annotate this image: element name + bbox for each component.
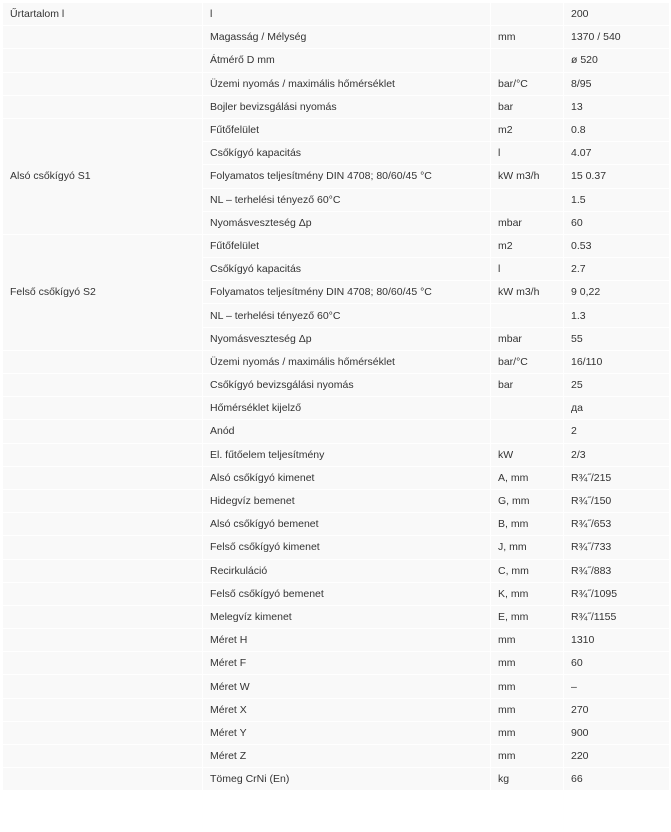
unit-cell: E, mm bbox=[491, 605, 564, 628]
value-cell: 15 0.37 bbox=[564, 165, 670, 188]
table-row bbox=[3, 3, 670, 26]
unit-cell: mm bbox=[491, 629, 564, 652]
group-cell bbox=[3, 397, 203, 420]
group-label: Űrtartalom l bbox=[3, 3, 203, 26]
param-cell: Méret H bbox=[203, 629, 491, 652]
group-cell bbox=[3, 605, 203, 628]
value-cell: 1370 / 540 bbox=[564, 26, 670, 49]
group-cell bbox=[3, 72, 203, 95]
unit-cell: m2 bbox=[491, 234, 564, 257]
value-cell: 900 bbox=[564, 721, 670, 744]
table-row bbox=[3, 675, 670, 698]
param-cell: El. fűtőelem teljesítmény bbox=[203, 443, 491, 466]
group-cell bbox=[3, 559, 203, 582]
group-cell bbox=[3, 95, 203, 118]
spec-table-body bbox=[3, 3, 670, 791]
unit-cell bbox=[491, 397, 564, 420]
value-cell: 60 bbox=[564, 652, 670, 675]
group-cell bbox=[3, 26, 203, 49]
param-cell: Hőmérséklet kijelző bbox=[203, 397, 491, 420]
unit-cell: mm bbox=[491, 26, 564, 49]
unit-cell bbox=[491, 3, 564, 26]
table-row bbox=[3, 72, 670, 95]
group-cell bbox=[3, 768, 203, 791]
table-row bbox=[3, 652, 670, 675]
value-cell: 220 bbox=[564, 745, 670, 768]
group-cell bbox=[3, 582, 203, 605]
param-cell: Méret Y bbox=[203, 721, 491, 744]
group-cell bbox=[3, 675, 203, 698]
unit-cell bbox=[491, 49, 564, 72]
param-cell: Anód bbox=[203, 420, 491, 443]
value-cell: 13 bbox=[564, 95, 670, 118]
value-cell: 1310 bbox=[564, 629, 670, 652]
value-cell: 2.7 bbox=[564, 258, 670, 281]
param-cell: Üzemi nyomás / maximális hőmérséklet bbox=[203, 72, 491, 95]
unit-cell: C, mm bbox=[491, 559, 564, 582]
table-row bbox=[3, 698, 670, 721]
table-row bbox=[3, 559, 670, 582]
spec-table bbox=[2, 2, 670, 791]
table-row bbox=[3, 745, 670, 768]
value-cell: 55 bbox=[564, 327, 670, 350]
unit-cell: J, mm bbox=[491, 536, 564, 559]
value-cell: ø 520 bbox=[564, 49, 670, 72]
value-cell: 8/95 bbox=[564, 72, 670, 95]
unit-cell: mm bbox=[491, 745, 564, 768]
group-cell bbox=[3, 443, 203, 466]
group-cell bbox=[3, 652, 203, 675]
group-cell bbox=[3, 49, 203, 72]
unit-cell: kW m3/h bbox=[491, 281, 564, 304]
param-cell: Nyomásveszteség Δp bbox=[203, 211, 491, 234]
unit-cell: B, mm bbox=[491, 513, 564, 536]
table-row bbox=[3, 582, 670, 605]
param-cell: Átmérő D mm bbox=[203, 49, 491, 72]
param-cell: Alsó csőkígyó bemenet bbox=[203, 513, 491, 536]
unit-cell: mbar bbox=[491, 211, 564, 234]
value-cell: 200 bbox=[564, 3, 670, 26]
param-cell: Melegvíz kimenet bbox=[203, 605, 491, 628]
param-cell: Felső csőkígyó bemenet bbox=[203, 582, 491, 605]
param-cell: Méret Z bbox=[203, 745, 491, 768]
group-label: Alsó csőkígyó S1 bbox=[3, 118, 203, 234]
param-cell: Csőkígyó kapacitás bbox=[203, 142, 491, 165]
group-cell bbox=[3, 698, 203, 721]
group-cell bbox=[3, 489, 203, 512]
table-row bbox=[3, 95, 670, 118]
param-cell: Méret F bbox=[203, 652, 491, 675]
value-cell: 1.3 bbox=[564, 304, 670, 327]
param-cell: Felső csőkígyó kimenet bbox=[203, 536, 491, 559]
table-row bbox=[3, 350, 670, 373]
param-cell: Hidegvíz bemenet bbox=[203, 489, 491, 512]
value-cell: 0.8 bbox=[564, 118, 670, 141]
value-cell: R¾˝/733 bbox=[564, 536, 670, 559]
value-cell: 25 bbox=[564, 374, 670, 397]
unit-cell: K, mm bbox=[491, 582, 564, 605]
unit-cell: mm bbox=[491, 698, 564, 721]
value-cell: R¾˝/215 bbox=[564, 466, 670, 489]
unit-cell bbox=[491, 420, 564, 443]
table-row bbox=[3, 605, 670, 628]
value-cell: 1.5 bbox=[564, 188, 670, 211]
unit-cell: bar bbox=[491, 95, 564, 118]
value-cell: R¾˝/883 bbox=[564, 559, 670, 582]
param-cell: Folyamatos teljesítmény DIN 4708; 80/60/45 °C bbox=[203, 165, 491, 188]
param-cell: NL – terhelési tényező 60°C bbox=[203, 304, 491, 327]
unit-cell: mm bbox=[491, 652, 564, 675]
value-cell: 2 bbox=[564, 420, 670, 443]
param-cell: Fűtőfelület bbox=[203, 118, 491, 141]
table-row bbox=[3, 721, 670, 744]
table-row bbox=[3, 26, 670, 49]
group-cell bbox=[3, 466, 203, 489]
group-cell bbox=[3, 721, 203, 744]
table-row bbox=[3, 234, 670, 257]
param-cell: l bbox=[203, 3, 491, 26]
table-row bbox=[3, 629, 670, 652]
unit-cell: kW m3/h bbox=[491, 165, 564, 188]
table-row bbox=[3, 49, 670, 72]
unit-cell: kW bbox=[491, 443, 564, 466]
param-cell: Tömeg CrNi (En) bbox=[203, 768, 491, 791]
group-cell bbox=[3, 350, 203, 373]
value-cell: R¾˝/1155 bbox=[564, 605, 670, 628]
table-row bbox=[3, 443, 670, 466]
table-row bbox=[3, 513, 670, 536]
param-cell: Fűtőfelület bbox=[203, 234, 491, 257]
unit-cell: kg bbox=[491, 768, 564, 791]
unit-cell bbox=[491, 188, 564, 211]
value-cell: 16/110 bbox=[564, 350, 670, 373]
unit-cell: G, mm bbox=[491, 489, 564, 512]
param-cell: Nyomásveszteség Δp bbox=[203, 327, 491, 350]
group-cell bbox=[3, 420, 203, 443]
group-cell bbox=[3, 513, 203, 536]
param-cell: Csőkígyó bevizsgálási nyomás bbox=[203, 374, 491, 397]
unit-cell: bar bbox=[491, 374, 564, 397]
table-row bbox=[3, 768, 670, 791]
value-cell: 66 bbox=[564, 768, 670, 791]
table-row bbox=[3, 420, 670, 443]
table-row bbox=[3, 118, 670, 141]
unit-cell: mm bbox=[491, 675, 564, 698]
param-cell: Méret W bbox=[203, 675, 491, 698]
value-cell: 0.53 bbox=[564, 234, 670, 257]
group-cell bbox=[3, 536, 203, 559]
param-cell: Méret X bbox=[203, 698, 491, 721]
unit-cell: mm bbox=[491, 721, 564, 744]
unit-cell bbox=[491, 304, 564, 327]
value-cell: да bbox=[564, 397, 670, 420]
param-cell: Recirkuláció bbox=[203, 559, 491, 582]
value-cell: 9 0,22 bbox=[564, 281, 670, 304]
group-cell bbox=[3, 745, 203, 768]
table-row bbox=[3, 536, 670, 559]
value-cell: 60 bbox=[564, 211, 670, 234]
value-cell: – bbox=[564, 675, 670, 698]
param-cell: Alsó csőkígyó kimenet bbox=[203, 466, 491, 489]
table-row bbox=[3, 374, 670, 397]
value-cell: 2/3 bbox=[564, 443, 670, 466]
group-label: Felső csőkígyó S2 bbox=[3, 234, 203, 350]
value-cell: R¾˝/653 bbox=[564, 513, 670, 536]
param-cell: NL – terhelési tényező 60°C bbox=[203, 188, 491, 211]
unit-cell: l bbox=[491, 258, 564, 281]
value-cell: 270 bbox=[564, 698, 670, 721]
param-cell: Üzemi nyomás / maximális hőmérséklet bbox=[203, 350, 491, 373]
unit-cell: l bbox=[491, 142, 564, 165]
value-cell: 4.07 bbox=[564, 142, 670, 165]
table-row bbox=[3, 489, 670, 512]
value-cell: R¾˝/150 bbox=[564, 489, 670, 512]
table-row bbox=[3, 397, 670, 420]
value-cell: R¾˝/1095 bbox=[564, 582, 670, 605]
unit-cell: bar/°C bbox=[491, 72, 564, 95]
param-cell: Bojler bevizsgálási nyomás bbox=[203, 95, 491, 118]
param-cell: Folyamatos teljesítmény DIN 4708; 80/60/45 °C bbox=[203, 281, 491, 304]
unit-cell: A, mm bbox=[491, 466, 564, 489]
table-row bbox=[3, 466, 670, 489]
unit-cell: bar/°C bbox=[491, 350, 564, 373]
unit-cell: mbar bbox=[491, 327, 564, 350]
param-cell: Csőkígyó kapacitás bbox=[203, 258, 491, 281]
group-cell bbox=[3, 374, 203, 397]
group-cell bbox=[3, 629, 203, 652]
unit-cell: m2 bbox=[491, 118, 564, 141]
param-cell: Magasság / Mélység bbox=[203, 26, 491, 49]
